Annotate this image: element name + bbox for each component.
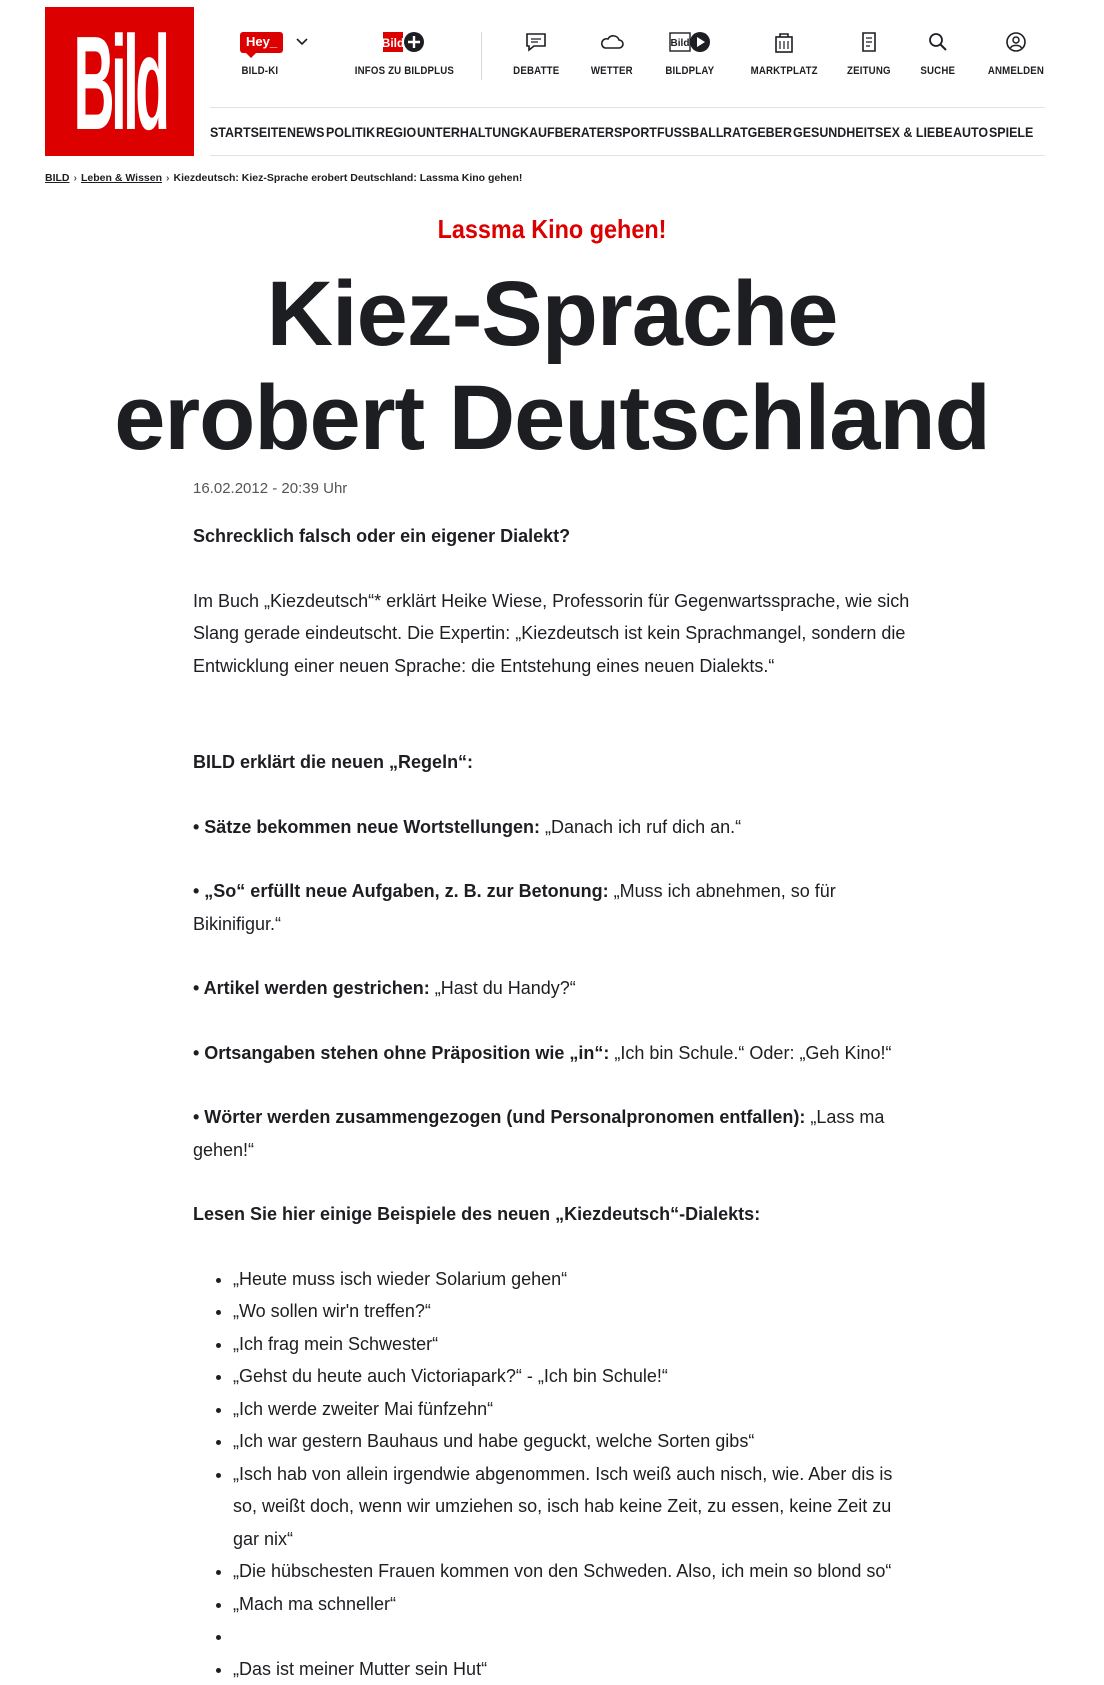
nav-label-anmelden: ANMELDEN bbox=[988, 65, 1044, 77]
play-icon bbox=[669, 28, 711, 56]
nav-zeitung[interactable] bbox=[844, 28, 894, 77]
svg-text:Bild: Bild bbox=[382, 36, 405, 50]
list-item bbox=[233, 1620, 913, 1653]
chat-bubble-icon bbox=[524, 28, 548, 56]
rule-example: „Danach ich ruf dich an.“ bbox=[540, 817, 741, 837]
article-lead: Schrecklich falsch oder ein eigener Dialekt? bbox=[193, 520, 913, 553]
nav-separator-bottom bbox=[210, 155, 1045, 156]
spacer bbox=[193, 779, 913, 811]
spacer bbox=[193, 1005, 913, 1037]
svg-text:Bild: Bild bbox=[670, 38, 689, 49]
breadcrumb-link-leben-wissen[interactable]: Leben & Wissen bbox=[81, 172, 162, 184]
list-item: • „Ich werde zweiter Mai fünfzehn“ bbox=[233, 1393, 913, 1426]
shopping-bag-icon bbox=[772, 28, 796, 56]
rule-example: „Muss ich abnehmen, so für Bikinifigur.“ bbox=[193, 881, 836, 934]
list-item: • „Ich frag mein Schwester“ bbox=[233, 1328, 913, 1361]
nav-separator-top bbox=[210, 107, 1045, 108]
list-item: • „Die hübschesten Frauen kommen von den Schweden. Also, ich mein so blond so“ bbox=[233, 1555, 913, 1588]
cloud-icon bbox=[599, 28, 625, 56]
breadcrumb-link-bild[interactable]: BILD bbox=[45, 172, 70, 184]
list-item: • „Heute muss isch wieder Solarium gehen“ bbox=[233, 1263, 913, 1296]
nav-label-zeitung: ZEITUNG bbox=[847, 65, 891, 77]
spacer bbox=[193, 682, 913, 746]
examples-list bbox=[193, 1263, 913, 1685]
category-unterhaltung[interactable]: UNTERHALTUNG bbox=[417, 124, 520, 140]
article-intro: Im Buch „Kiezdeutsch“* erklärt Heike Wiese, Professorin für Gegenwartssprache, wie sich Slang gerade eindeutscht. Die Expertin: „Kiezdeutsch ist kein Sprachmangel, sondern die Entwicklung einer neuen Sprache: die Entstehung eines neuen Dialekts.“ bbox=[193, 585, 913, 683]
category-sex-liebe[interactable]: SEX & LIEBE bbox=[875, 124, 953, 140]
nav-label-bild-ki: BILD-KI bbox=[241, 65, 278, 77]
nav-label-suche: SUCHE bbox=[920, 65, 955, 77]
spacer bbox=[193, 1231, 913, 1263]
list-item: • „Ich war gestern Bauhaus und habe geguckt, welche Sorten gibs“ bbox=[233, 1425, 913, 1458]
rule-title: • „So“ erfüllt neue Aufgaben, z. B. zur Betonung: bbox=[193, 881, 609, 901]
spacer bbox=[193, 1166, 913, 1198]
bild-logo[interactable] bbox=[45, 7, 194, 156]
spacer bbox=[193, 1069, 913, 1101]
list-item: • „Wo sollen wir'n treffen?“ bbox=[233, 1295, 913, 1328]
article-headline bbox=[0, 262, 1104, 470]
rule-item bbox=[193, 972, 913, 1005]
rule-item bbox=[193, 811, 913, 844]
nav-label-bildplay: BILDPLAY bbox=[665, 65, 714, 77]
category-auto[interactable]: AUTO bbox=[953, 124, 988, 140]
spacer bbox=[193, 940, 913, 972]
article-kicker: Lassma Kino gehen! bbox=[55, 214, 1049, 245]
list-item: • „Gehst du heute auch Victoriapark?“ - „Ich bin Schule!“ bbox=[233, 1360, 913, 1393]
newspaper-icon bbox=[858, 28, 880, 56]
nav-label-debatte: DEBATTE bbox=[513, 65, 559, 77]
examples-heading: Lesen Sie hier einige Beispiele des neuen „Kiezdeutsch“-Dialekts: bbox=[193, 1198, 913, 1231]
spacer bbox=[193, 553, 913, 585]
hey-badge-icon: Hey_ bbox=[240, 32, 283, 53]
spacer bbox=[193, 843, 913, 875]
chevron-down-icon[interactable] bbox=[295, 37, 309, 47]
category-politik[interactable]: POLITIK bbox=[326, 124, 375, 140]
nav-anmelden[interactable] bbox=[984, 28, 1048, 77]
rule-item bbox=[193, 1037, 913, 1070]
category-fussball[interactable]: FUSSBALL bbox=[657, 124, 723, 140]
top-navigation bbox=[210, 28, 1045, 88]
breadcrumb bbox=[45, 172, 522, 184]
search-icon bbox=[927, 28, 949, 56]
nav-bildplus[interactable] bbox=[348, 28, 461, 77]
nav-label-bildplus: INFOS ZU BILDPLUS bbox=[355, 65, 454, 77]
article-date: 16.02.2012 - 20:39 Uhr bbox=[193, 480, 347, 497]
rule-title: • Artikel werden gestrichen: bbox=[193, 978, 430, 998]
rule-example: „Ich bin Schule.“ Oder: „Geh Kino!“ bbox=[609, 1043, 891, 1063]
category-navigation bbox=[210, 117, 1045, 147]
breadcrumb-separator: › bbox=[74, 172, 78, 184]
rule-example: „Lass ma gehen!“ bbox=[193, 1107, 884, 1160]
nav-debatte[interactable] bbox=[510, 28, 563, 77]
category-startseite[interactable]: STARTSEITE bbox=[210, 124, 287, 140]
category-gesundheit[interactable]: GESUNDHEIT bbox=[793, 124, 875, 140]
nav-suche[interactable] bbox=[918, 28, 958, 77]
bildplus-icon bbox=[381, 28, 427, 56]
rule-title: • Sätze bekommen neue Wortstellungen: bbox=[193, 817, 540, 837]
category-kaufberater[interactable]: KAUFBERATER bbox=[520, 124, 614, 140]
article-body bbox=[193, 520, 913, 1685]
nav-divider bbox=[481, 32, 482, 80]
nav-label-wetter: WETTER bbox=[591, 65, 633, 77]
breadcrumb-separator: › bbox=[166, 172, 170, 184]
user-icon bbox=[1004, 28, 1028, 56]
nav-bild-ki[interactable] bbox=[240, 28, 309, 77]
rule-item bbox=[193, 1101, 913, 1166]
list-item: • „Mach ma schneller“ bbox=[233, 1588, 913, 1621]
rule-example: „Hast du Handy?“ bbox=[430, 978, 576, 998]
nav-marktplatz[interactable] bbox=[746, 28, 822, 77]
bild-ki-icon-wrap bbox=[240, 28, 309, 56]
category-news[interactable]: NEWS bbox=[287, 124, 324, 140]
category-regio[interactable]: REGIO bbox=[376, 124, 416, 140]
logo-text: Bild bbox=[73, 17, 166, 150]
category-spiele[interactable]: SPIELE bbox=[989, 124, 1033, 140]
rule-item bbox=[193, 875, 913, 940]
headline-line-2: erobert Deutschland bbox=[0, 366, 1104, 470]
nav-bildplay[interactable] bbox=[662, 28, 718, 77]
category-sport[interactable]: SPORT bbox=[614, 124, 657, 140]
rule-title: • Wörter werden zusammengezogen (und Personalpronomen entfallen): bbox=[193, 1107, 805, 1127]
breadcrumb-current: Kiezdeutsch: Kiez-Sprache erobert Deutschland: Lassma Kino gehen! bbox=[174, 172, 523, 184]
list-item: • „Isch hab von allein irgendwie abgenommen. Isch weiß auch nisch, wie. Aber dis is so, weißt doch, wenn wir umziehen so, isch hab keine Zeit, zu essen, keine Zeit zu gar nix“ bbox=[233, 1458, 913, 1556]
nav-label-marktplatz: MARKTPLATZ bbox=[751, 65, 818, 77]
rules-heading: BILD erklärt die neuen „Regeln“: bbox=[193, 746, 913, 779]
rule-title: • Ortsangaben stehen ohne Präposition wie „in“: bbox=[193, 1043, 609, 1063]
headline-line-1: Kiez-Sprache bbox=[0, 262, 1104, 366]
category-ratgeber[interactable]: RATGEBER bbox=[723, 124, 792, 140]
list-item: • „Das ist meiner Mutter sein Hut“ bbox=[233, 1653, 913, 1685]
nav-wetter[interactable] bbox=[588, 28, 636, 77]
